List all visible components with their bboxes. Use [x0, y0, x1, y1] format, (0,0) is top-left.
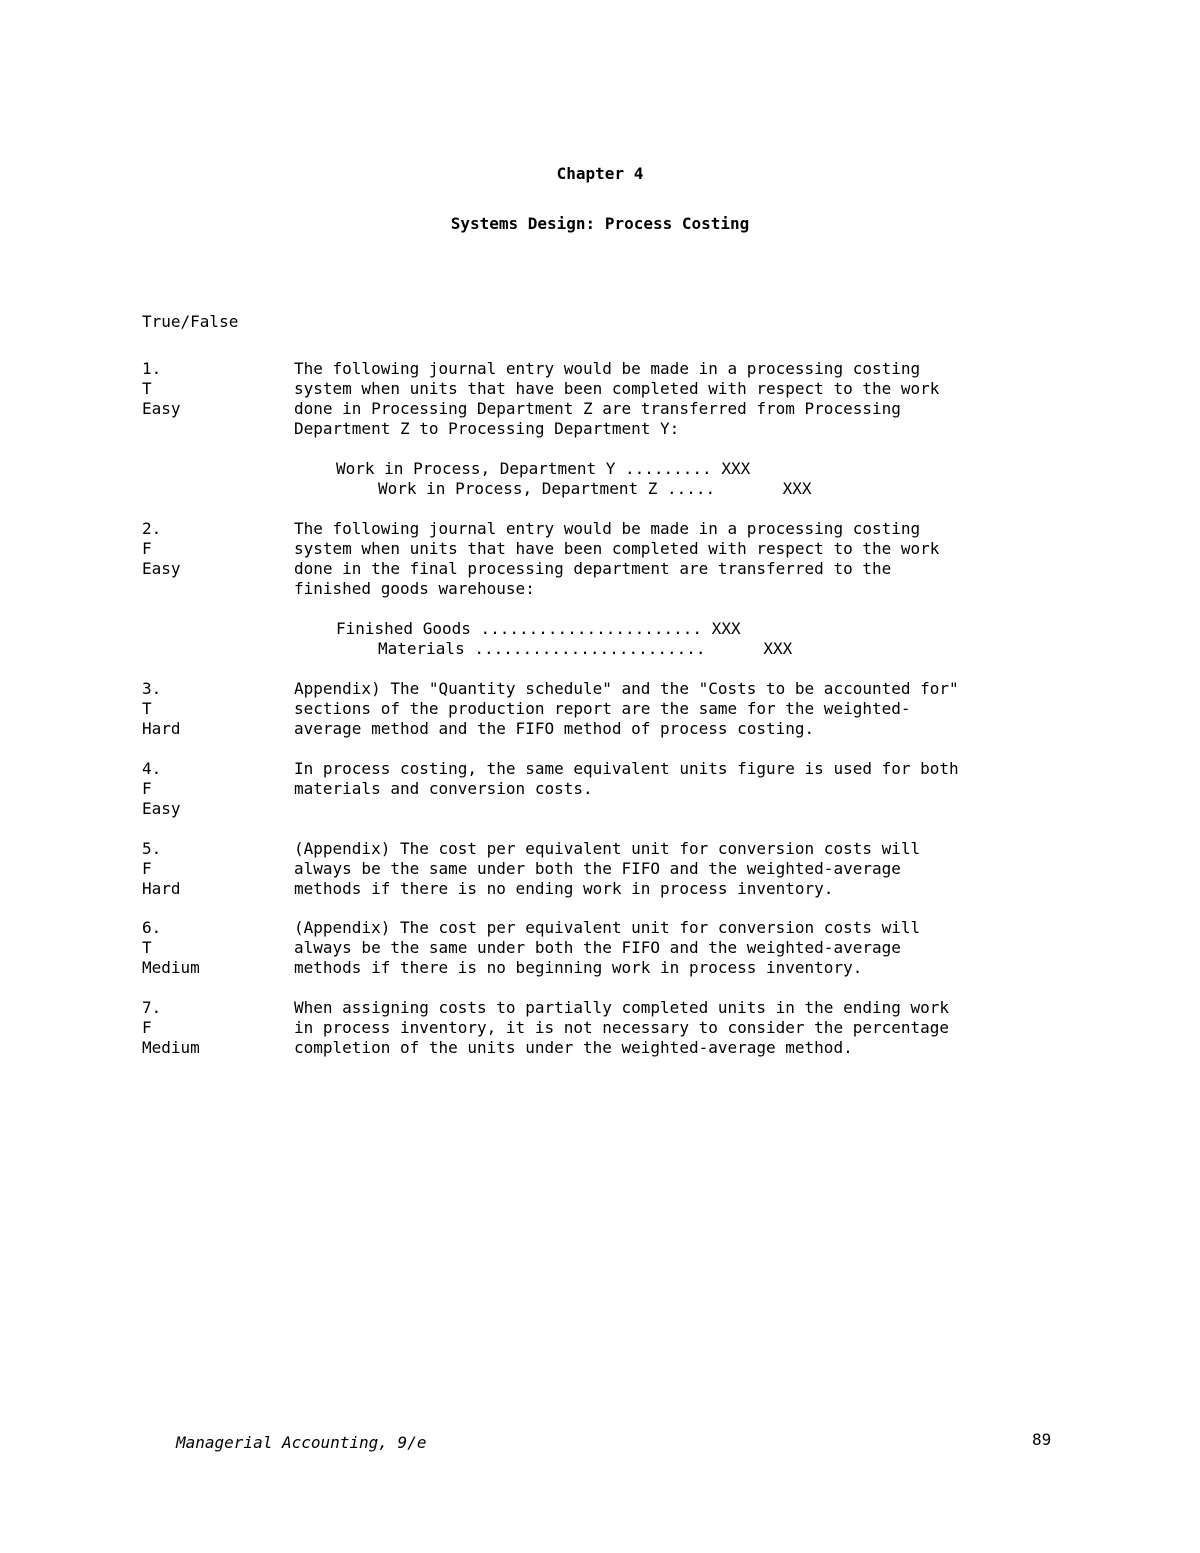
- question-meta: [142, 359, 282, 419]
- question-meta: [142, 679, 282, 739]
- question-body: [294, 998, 1054, 1058]
- question-text: The following journal entry would be made in a processing costing system when units that have been completed with respect to the work done in the final processing department are transferred to the finished goods warehouse:: [294, 519, 940, 598]
- question-meta: [142, 519, 282, 579]
- question-number: 4.: [142, 759, 162, 778]
- question-difficulty: Medium: [142, 958, 200, 977]
- question-difficulty: Easy: [142, 799, 181, 818]
- question-answer: F: [142, 779, 152, 798]
- question-number: 3.: [142, 679, 162, 698]
- journal-entry: [294, 459, 1054, 499]
- question-meta: [142, 759, 282, 819]
- question-body: [294, 359, 1054, 499]
- question-meta: [142, 918, 282, 978]
- question-body: [294, 519, 1054, 659]
- journal-credit-line: Work in Process, Department Z ..... XXX: [378, 479, 812, 498]
- journal-entry: [294, 619, 1054, 659]
- question-difficulty: Hard: [142, 879, 181, 898]
- question-text: Appendix) The "Quantity schedule" and the "Costs to be accounted for" sections of the production report are the same for the weighted- average method and the FIFO method of process costing.: [294, 679, 959, 738]
- question-meta: [142, 839, 282, 899]
- question-answer: F: [142, 1018, 152, 1037]
- question-body: [294, 759, 1054, 799]
- question-answer: T: [142, 379, 152, 398]
- question-answer: T: [142, 938, 152, 957]
- journal-debit-line: Work in Process, Department Y ......... XXX: [336, 459, 751, 478]
- question-answer: T: [142, 699, 152, 718]
- footer-book-title: Managerial Accounting, 9/e: [176, 1433, 427, 1452]
- question-text: When assigning costs to partially completed units in the ending work in process inventory, it is not necessary to consider the percentage completion of the units under the weighted-average method.: [294, 998, 950, 1057]
- section-heading: True/False: [142, 312, 239, 331]
- question-text: The following journal entry would be made in a processing costing system when units that have been completed with respect to the work done in Processing Department Z are transferred from Processing Department Z to Processing Department Y:: [294, 359, 940, 438]
- question-number: 7.: [142, 998, 162, 1017]
- question-number: 1.: [142, 359, 162, 378]
- question-answer: F: [142, 859, 152, 878]
- question-difficulty: Easy: [142, 559, 181, 578]
- question-meta: [142, 998, 282, 1058]
- question-number: 2.: [142, 519, 162, 538]
- question-difficulty: Medium: [142, 1038, 200, 1057]
- question-body: [294, 918, 1054, 978]
- question-body: [294, 839, 1054, 899]
- question-text: (Appendix) The cost per equivalent unit for conversion costs will always be the same under both the FIFO and the weighted-average methods if there is no ending work in process inventory.: [294, 839, 921, 898]
- question-difficulty: Easy: [142, 399, 181, 418]
- question-answer: F: [142, 539, 152, 558]
- chapter-title: Systems Design: Process Costing: [450, 214, 750, 233]
- journal-debit-line: Finished Goods ....................... XXX: [336, 619, 741, 638]
- question-text: In process costing, the same equivalent units figure is used for both materials and conversion costs.: [294, 759, 959, 798]
- question-difficulty: Hard: [142, 719, 181, 738]
- question-number: 6.: [142, 918, 162, 937]
- chapter-heading: Chapter 4: [556, 164, 644, 183]
- question-text: (Appendix) The cost per equivalent unit for conversion costs will always be the same under both the FIFO and the weighted-average methods if there is no beginning work in process inventory.: [294, 918, 921, 977]
- question-body: [294, 679, 1054, 739]
- footer-page-number: 89: [1032, 1430, 1052, 1449]
- question-number: 5.: [142, 839, 162, 858]
- journal-credit-line: Materials ........................ XXX: [378, 639, 793, 658]
